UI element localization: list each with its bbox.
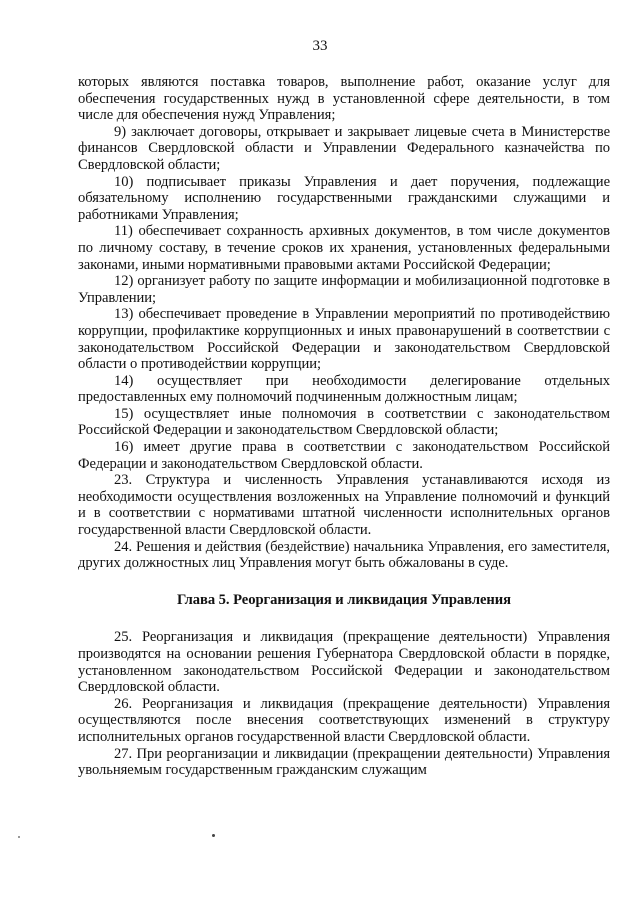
document-body xyxy=(78,74,610,779)
paragraph-item-9: 9) заключает договоры, открывает и закрывает лицевые счета в Министерстве финансов Свердловской области и Управлении Федерального казначейства по Свердловской области; xyxy=(78,123,610,173)
paragraph-item-16: 16) имеет другие права в соответствии с законодательством Российской Федерации и законодательством Свердловской области. xyxy=(78,439,610,472)
paragraph-continuation: которых являются поставка товаров, выполнение работ, оказание услуг для обеспечения государственных нужд в установленной сфере деятельности, в том числе для обеспечения нужд Управления; xyxy=(78,74,610,124)
paragraph-item-13: 13) обеспечивает проведение в Управлении мероприятий по противодействию коррупции, профилактике коррупционных и иных правонарушений в соответствии с законодательством Российской Федерации и законодательством Свердловской области о противодействии коррупции; xyxy=(78,306,610,373)
paragraph-item-12: 12) организует работу по защите информации и мобилизационной подготовке в Управлении; xyxy=(78,273,610,306)
paragraph-clause-23: 23. Структура и численность Управления устанавливаются исходя из необходимости осуществления возложенных на Управление полномочий и функций и в соответствии с нормативами штатной численности исполнительных органов государственной власти Свердловской области. xyxy=(78,472,610,539)
paragraph-item-10: 10) подписывает приказы Управления и дает поручения, подлежащие обязательному исполнению государственными гражданскими служащими и работниками Управления; xyxy=(78,173,610,223)
scan-margin-mark xyxy=(18,836,20,838)
paragraph-clause-26: 26. Реорганизация и ликвидация (прекращение деятельности) Управления осуществляются после внесения соответствующих изменений в структуру исполнительных органов государственной власти Свердловской области. xyxy=(78,695,610,745)
paragraph-item-14: 14) осуществляет при необходимости делегирование отдельных предоставленных ему полномочий подчиненным должностным лицам; xyxy=(78,372,610,406)
scan-dot-mark xyxy=(212,834,215,837)
chapter-heading: Глава 5. Реорганизация и ликвидация Управления xyxy=(177,591,511,608)
paragraph-clause-25: 25. Реорганизация и ликвидация (прекращение деятельности) Управления производятся на основании решения Губернатора Свердловской области в порядке, установленном законодательством Российской Федерации и законодательством Свердловской области. xyxy=(78,629,610,696)
page-number: 33 xyxy=(312,38,328,54)
paragraph-item-15: 15) осуществляет иные полномочия в соответствии с законодательством Российской Федерации и законодательством Свердловской области; xyxy=(78,405,610,439)
paragraph-clause-24: 24. Решения и действия (бездействие) начальника Управления, его заместителя, других должностных лиц Управления могут быть обжалованы в суде. xyxy=(78,538,610,572)
paragraph-item-11: 11) обеспечивает сохранность архивных документов, в том числе документов по личному составу, в течение сроков их хранения, установленных федеральными законами, иными нормативными правовыми актами Российской Федерации; xyxy=(78,223,610,273)
paragraph-clause-27: 27. При реорганизации и ликвидации (прекращении деятельности) Управления увольняемым государственным гражданским служащим xyxy=(78,745,610,779)
